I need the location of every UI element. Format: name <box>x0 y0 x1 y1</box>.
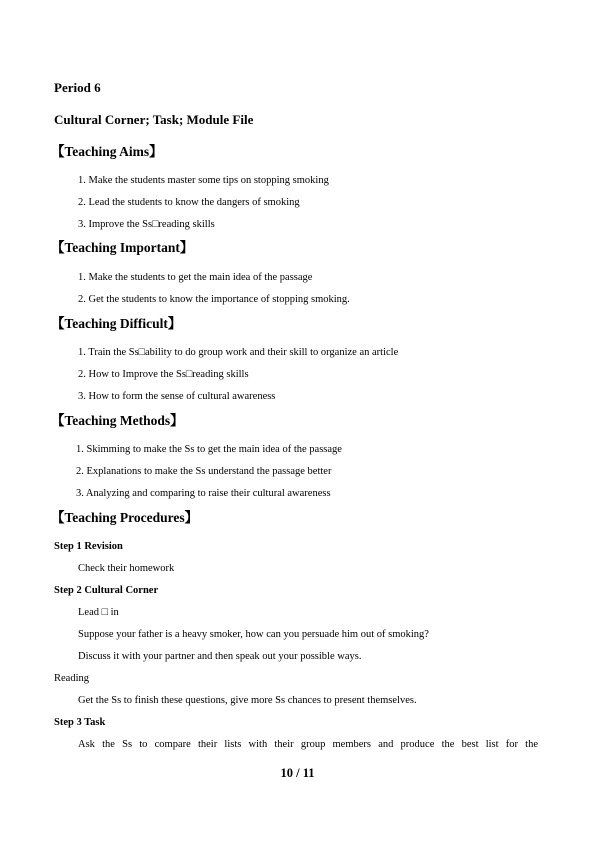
section-heading-procedures: 【Teaching Procedures】 <box>51 510 199 525</box>
step-line: Discuss it with your partner and then speak out your possible ways. <box>78 651 362 662</box>
list-item: 3. How to form the sense of cultural awareness <box>78 391 276 402</box>
reading-label: Reading <box>54 673 89 684</box>
section-heading-important: 【Teaching Important】 <box>51 240 194 255</box>
lesson-subtitle: Cultural Corner; Task; Module File <box>54 112 254 127</box>
section-heading-methods: 【Teaching Methods】 <box>51 413 184 428</box>
list-item: 2. How to Improve the Ss□reading skills <box>78 369 249 380</box>
list-item: 2. Get the students to know the importance of stopping smoking. <box>78 294 350 305</box>
section-heading-difficult: 【Teaching Difficult】 <box>51 316 182 331</box>
list-item: 1. Make the students to get the main idea of the passage <box>78 272 313 283</box>
section-heading-aims: 【Teaching Aims】 <box>51 144 163 159</box>
list-item: 2. Explanations to make the Ss understand the passage better <box>76 466 332 477</box>
step-title: Step 3 Task <box>54 717 106 728</box>
step-title: Step 1 Revision <box>54 541 123 552</box>
page-number: 10 / 11 <box>280 766 315 780</box>
step-title: Step 2 Cultural Corner <box>54 585 159 596</box>
period-title: Period 6 <box>54 80 101 95</box>
list-item: 2. Lead the students to know the dangers of smoking <box>78 197 300 208</box>
step-line: Lead □ in <box>78 607 119 618</box>
step-line: Ask the Ss to compare their lists with their group members and produce the best list for the <box>78 739 538 750</box>
step-line: Check their homework <box>78 563 175 574</box>
step-line: Get the Ss to finish these questions, give more Ss chances to present themselves. <box>78 695 417 706</box>
list-item: 1. Make the students master some tips on stopping smoking <box>78 175 329 186</box>
list-item: 3. Improve the Ss□reading skills <box>78 219 215 230</box>
list-item: 1. Train the Ss□ability to do group work and their skill to organize an article <box>78 347 399 358</box>
step-line: Suppose your father is a heavy smoker, how can you persuade him out of smoking? <box>78 629 429 640</box>
list-item: 3. Analyzing and comparing to raise their cultural awareness <box>76 488 331 499</box>
list-item: 1. Skimming to make the Ss to get the main idea of the passage <box>76 444 342 455</box>
